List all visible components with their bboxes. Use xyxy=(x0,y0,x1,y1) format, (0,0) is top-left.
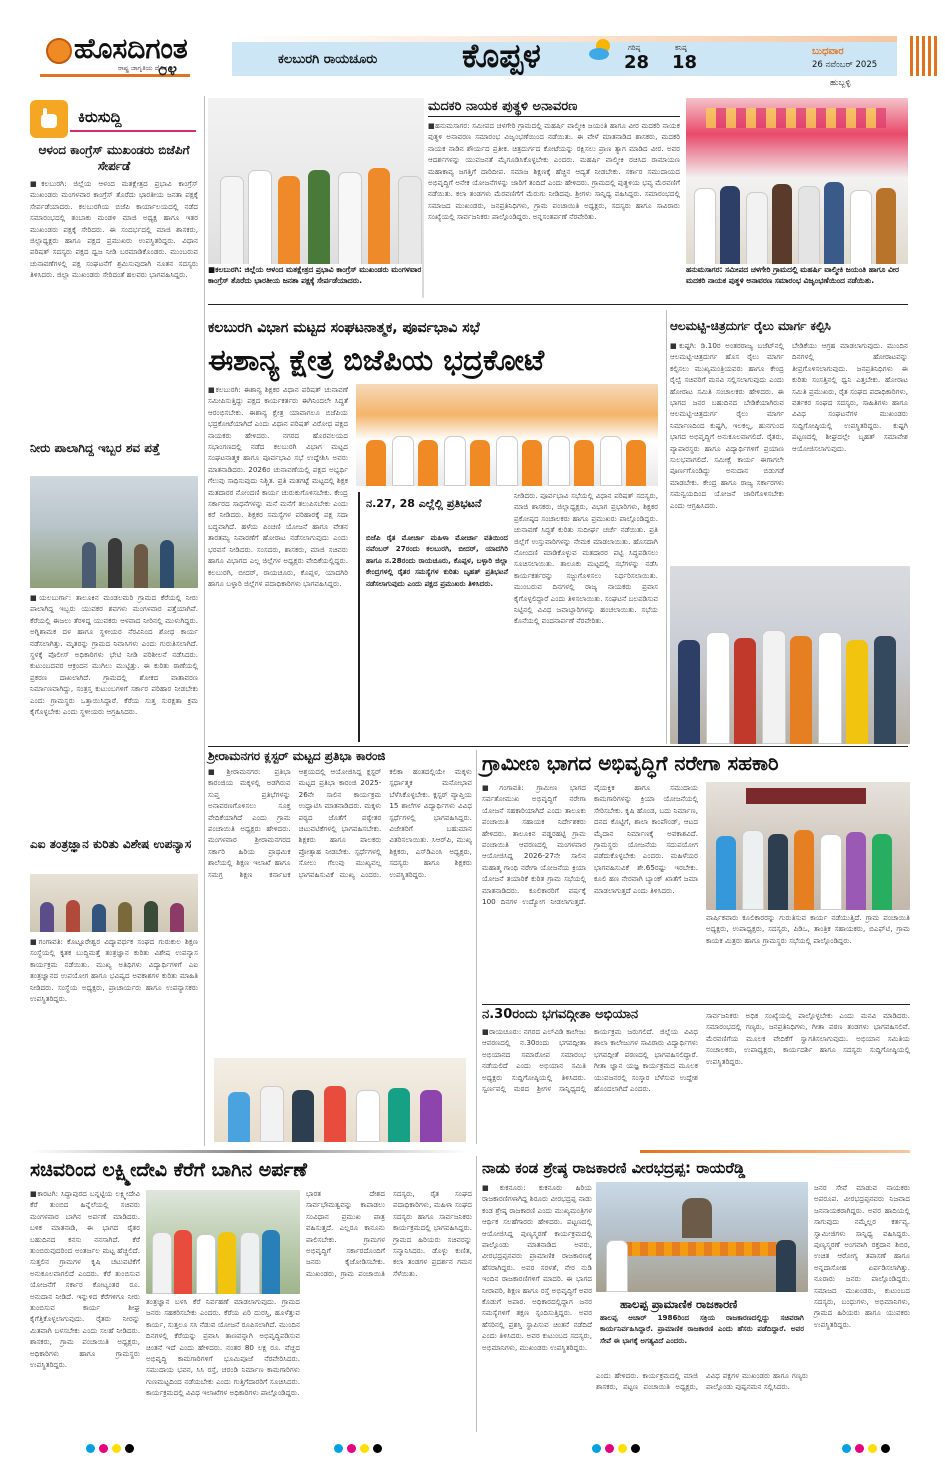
magenta-dot xyxy=(855,1444,864,1453)
bjp-kicker: ಕಲಬುರಗಿ ವಿಭಾಗ ಮಟ್ಟದ ಸಂಘಟನಾತ್ಮಕ, ಪೂರ್ವಭಾವಿ ಸಭೆ xyxy=(208,320,480,336)
black-dot xyxy=(373,1444,382,1453)
weather-sun-icon xyxy=(588,36,614,62)
divider-bottom xyxy=(476,1156,477,1432)
protest-info-box xyxy=(358,492,510,742)
lakshmidevi-body-right: ಭಾರತ ದೇಶದ ಸಾರ್ವಭೌಮತ್ವವನ್ನು ಕಾಪಾಡಲು ಸಂವಿಧಾನ ಪ್ರಮುಖ ಪಾತ್ರ ವಹಿಸುತ್ತದೆ. ಎಲ್ಲರೂ ಕಾನೂನು ಪಾಲಿಸಬೇಕು. ಗ್ರಾಮಗಳ ಅಭಿವೃದ್ಧಿಗೆ ಸರ್ಕಾರದೊಂದಿಗೆ ಜನರು ಕೈಜೋಡಿಸಬೇಕು. ಮುಖಂಡರು, ಗ್ರಾಮ ಪಂಚಾಯಿತಿ ಸದಸ್ಯರು, ರೈತ ಸಂಘದ ಪದಾಧಿಕಾರಿಗಳು, ಮಹಿಳಾ ಸಂಘದ ಸದಸ್ಯರು ಹಾಗೂ ಸಾರ್ವಜನಿಕರು ಕಾರ್ಯಕ್ರಮದಲ್ಲಿ ಭಾಗವಹಿಸಿದ್ದರು. ಗ್ರಾಮದ ಹಿರಿಯರು ಸಚಿವರನ್ನು ಸನ್ಮಾನಿಸಿದರು. ಡೊಳ್ಳು ಕುಣಿತ, ಕಲಾ ತಂಡಗಳ ಪ್ರದರ್ಶನ ಗಮನ ಸೆಳೆಯಿತು. xyxy=(306,1189,472,1278)
city: ಹುಬ್ಬಳ್ಳಿ xyxy=(830,78,851,88)
halappa-box-title: ಹಾಲಪ್ಪ ಪ್ರಾಮಾಣಿಕ ರಾಜಕಾರಣಿ xyxy=(620,1297,738,1311)
pratibha-karanji-photo xyxy=(214,1058,466,1142)
bjp-joining-photo-caption: ■ಕಲಬುರಗಿ: ಜಿಲ್ಲೆಯ ಆಳಂದ ಮತಕ್ಷೇತ್ರದ ಪ್ರಭಾವಿ ಕಾಂಗ್ರೆಸ್ ಮುಖಂಡರು ಮಂಗಳವಾರ ಕಾಂಗ್ರೆಸ್ ತೊರೆದು ಭಾರತೀಯ ಜನತಾ ಪಕ್ಷಕ್ಕೆ ಸೇರ್ಪಡೆಯಾದರು. xyxy=(208,264,422,298)
kirusuddi-label: ಕಿರುಸುದ್ದಿ xyxy=(78,108,122,126)
divider-gita xyxy=(482,1004,910,1005)
black-dot xyxy=(881,1444,890,1453)
masthead xyxy=(0,0,945,92)
max-temp: 28 xyxy=(624,52,650,73)
bagina-ceremony-photo xyxy=(146,1190,300,1294)
kirusuddi-story3-headline: ಎಐ ತಂತ್ರಜ್ಞಾನ ಕುರಿತು ವಿಶೇಷ ಉಪನ್ಯಾಸ xyxy=(30,837,192,851)
gita-body-right: ಸಾರ್ವಜನಿಕರು ಅಧಿಕ ಸಂಖ್ಯೆಯಲ್ಲಿ ಪಾಲ್ಗೊಳ್ಳಬೇಕು ಎಂದು ಮನವಿ ಮಾಡಿದರು. ಸಮಾರಂಭದಲ್ಲಿ ಗಣ್ಯರು, ಜನಪ್ರತಿನಿಧಿಗಳು, ಗೀತಾ ಪಠಣ ತಂಡಗಳು ಭಾಗವಹಿಸಲಿವೆ. ಮೆರವಣಿಗೆಯ ಮೂಲಕ ವೇದಿಕೆಗೆ ಸ್ವಾಗತಿಸಲಾಗುವುದು. ಅಭಿಯಾನ ಸಮಿತಿಯ ಸಂಚಾಲಕರು, ಉಪಾಧ್ಯಕ್ಷರು, ಕಾರ್ಯದರ್ಶಿ ಹಾಗೂ ಸದಸ್ಯರು ಸುದ್ದಿಗೋಷ್ಠಿಯಲ್ಲಿ ಉಪಸ್ಥಿತರಿದ್ದರು. xyxy=(706,1011,910,1066)
srirama-headline: ಶ್ರೀರಾಮನಗರ ಕ್ಲಸ್ಟರ್ ಮಟ್ಟದ ಪ್ರತಿಭಾ ಕಾರಂಜಿ xyxy=(208,749,386,763)
madakari-body: ■ಹನುಮಸಾಗರ: ಸಮೀಪದ ಚಳಗೇರಿ ಗ್ರಾಮದಲ್ಲಿ ಮಹರ್ಷಿ ವಾಲ್ಮೀಕಿ ಜಯಂತಿ ಹಾಗೂ ವೀರ ಮದಕರಿ ನಾಯಕ ಪುತ್ಥಳಿ ಅನಾವರಣ ಸಮಾರಂಭ ವಿಜೃಂಭಣೆಯಿಂದ ನಡೆಯಿತು. ಈ ವೇಳೆ ಮಾತನಾಡಿದ ಶಾಸಕರು, ಮದಕರಿ ನಾಯಕ ನಾಡಿನ ಶೌರ್ಯದ ಪ್ರತೀಕ. ಚಿತ್ರದುರ್ಗದ ಕೋಟೆಯನ್ನು ರಕ್ಷಿಸಲು ಪ್ರಾಣ ತ್ಯಾಗ ಮಾಡಿದ ವೀರ. ಅವರ ಆದರ್ಶಗಳನ್ನು ಯುವಜನತೆ ಮೈಗೂಡಿಸಿಕೊಳ್ಳಬೇಕು ಎಂದರು. ಮಹರ್ಷಿ ವಾಲ್ಮೀಕಿ ರಚಿಸಿದ ರಾಮಾಯಣ ಮಹಾಕಾವ್ಯ ಜಗತ್ತಿಗೆ ದಾರಿದೀಪ. ಸಮಾಜ ಶಿಕ್ಷಣಕ್ಕೆ ಹೆಚ್ಚಿನ ಆದ್ಯತೆ ನೀಡಬೇಕು. ಸರ್ಕಾರ ಸಮುದಾಯದ ಅಭಿವೃದ್ಧಿಗೆ ಅನೇಕ ಯೋಜನೆಗಳನ್ನು ಜಾರಿಗೆ ತಂದಿದೆ ಎಂದು ಹೇಳಿದರು. ಗ್ರಾಮದಲ್ಲಿ ಪುತ್ಥಳಿಯ ಭವ್ಯ ಮೆರವಣಿಗೆ ನಡೆಯಿತು. ಕಲಾ ತಂಡಗಳು ಮೆರವಣಿಗೆಗೆ ಮೆರುಗು ನೀಡಿದವು. ಶ್ರೀಗಳು ಸಾನ್ನಿಧ್ಯ ವಹಿಸಿದ್ದರು. ಸಮಾರಂಭದಲ್ಲಿ ಸಮಾಜದ ಮುಖಂಡರು, ಜನಪ್ರತಿನಿಧಿಗಳು, ಗ್ರಾಮ ಪಂಚಾಯಿತಿ ಅಧ್ಯಕ್ಷರು, ಸದಸ್ಯರು ಹಾಗೂ ಸಾವಿರಾರು ಸಂಖ್ಯೆಯಲ್ಲಿ ಸಾರ್ವಜನಿಕರು ಪಾಲ್ಗೊಂಡಿದ್ದರು. ಅನ್ನಸಂತರ್ಪಣೆ ನೆರವೇರಿತು. xyxy=(428,121,680,222)
day: ಬುಧವಾರ xyxy=(812,46,844,57)
cyan-dot xyxy=(334,1444,343,1453)
masthead-right-strip xyxy=(910,36,940,76)
cyan-dot xyxy=(592,1444,601,1453)
registration-dots-left xyxy=(86,1438,138,1457)
yellow-dot xyxy=(112,1444,121,1453)
kirusuddi-badge xyxy=(30,100,68,138)
bottom-section-bar-left xyxy=(30,1150,468,1153)
magenta-dot xyxy=(605,1444,614,1453)
cyan-dot xyxy=(842,1444,851,1453)
logo-emblem-icon xyxy=(46,38,72,64)
halappa-box xyxy=(596,1296,808,1368)
bjp-body-right: ನೀಡಿದರು. ಪೂರ್ವಭಾವಿ ಸಭೆಯಲ್ಲಿ ವಿಧಾನ ಪರಿಷತ್ ಸದಸ್ಯರು, ಮಾಜಿ ಶಾಸಕರು, ಜಿಲ್ಲಾಧ್ಯಕ್ಷರು, ವಿಭಾಗ ಪ್ರಭಾರಿಗಳು, ಶಿಕ್ಷಕರ ಪ್ರಕೋಷ್ಠದ ಸಂಚಾಲಕರು ಹಾಗೂ ಪ್ರಮುಖರು ಪಾಲ್ಗೊಂಡಿದ್ದರು. ಚುನಾವಣೆ ಸಿದ್ಧತೆ ಕುರಿತು ಸುದೀರ್ಘ ಚರ್ಚೆ ನಡೆಯಿತು. ಪ್ರತಿ ಜಿಲ್ಲೆಗೆ ಉಸ್ತುವಾರಿಗಳನ್ನು ನೇಮಕ ಮಾಡಲಾಯಿತು. ಹೊಸದಾಗಿ ನೋಂದಣಿ ಮಾಡಿಕೊಳ್ಳುವ ಮತದಾರರ ಪಟ್ಟಿ ಸಿದ್ಧಪಡಿಸಲು ಸೂಚಿಸಲಾಯಿತು. ತಾಲೂಕು ಮಟ್ಟದಲ್ಲಿ ಸಭೆಗಳನ್ನು ನಡೆಸಿ ಕಾರ್ಯಕರ್ತರನ್ನು ಸಜ್ಜುಗೊಳಿಸಲು ನಿರ್ಧರಿಸಲಾಯಿತು. ಮುಂಬರುವ ದಿನಗಳಲ್ಲಿ ರಾಜ್ಯ ನಾಯಕರು ಪ್ರವಾಸ ಕೈಗೊಳ್ಳಲಿದ್ದಾರೆ ಎಂದು ತಿಳಿಸಲಾಯಿತು. ಸಂಘಟನೆ ಬಲಪಡಿಸುವ ನಿಟ್ಟಿನಲ್ಲಿ ವಿವಿಧ ಜವಾಬ್ದಾರಿಗಳನ್ನು ಹಂಚಲಾಯಿತು. ಸಭೆಯ ಕೊನೆಯಲ್ಲಿ ವಂದನಾರ್ಪಣೆ ನೆರವೇರಿತು. xyxy=(514,491,658,626)
drowning-site-photo xyxy=(30,476,198,588)
registration-dots-mid xyxy=(334,1438,386,1457)
lakshmidevi-body-mid: ತಂತ್ರಜ್ಞಾನ ಬಳಸಿ ಕೆರೆ ನಿರ್ವಹಣೆ ಮಾಡಲಾಗುವುದು. ಗ್ರಾಮದ ಜನರು ಸಹಕರಿಸಬೇಕು ಎಂದರು. ಕೆರೆಯ ಏರಿ ದುರಸ್ತಿ, ಹೂಳೆತ್ತುವ ಕಾರ್ಯ, ಸುತ್ತಲೂ ಸಸಿ ನೆಡುವ ಯೋಜನೆ ರೂಪಿಸಲಾಗಿದೆ. ಮುಂದಿನ ದಿನಗಳಲ್ಲಿ ಕೆರೆಯನ್ನು ಪ್ರವಾಸಿ ತಾಣವನ್ನಾಗಿ ಅಭಿವೃದ್ಧಿಪಡಿಸುವ ಚಿಂತನೆ ಇದೆ ಎಂದು ಹೇಳಿದರು. ನಂತರ 80 ಲಕ್ಷ ರೂ. ವೆಚ್ಚದ ಅಭಿವೃದ್ಧಿ ಕಾಮಗಾರಿಗಳಿಗೆ ಭೂಮಿಪೂಜೆ ನೆರವೇರಿಸಿದರು. ಸಮುದಾಯ ಭವನ, ಸಿಸಿ ರಸ್ತೆ, ಚರಂಡಿ ನಿರ್ಮಾಣ ಕಾಮಗಾರಿಗಳು ಗುಣಮಟ್ಟದಿಂದ ನಡೆಯಬೇಕು ಎಂದು ಗುತ್ತಿಗೆದಾರರಿಗೆ ಸೂಚಿಸಿದರು. ಕಾರ್ಯಕ್ರಮದಲ್ಲಿ ವಿವಿಧ ಇಲಾಖೆಗಳ ಅಧಿಕಾರಿಗಳು ಪಾಲ್ಗೊಂಡಿದ್ದರು. xyxy=(146,1297,300,1398)
narega-headline: ಗ್ರಾಮೀಣ ಭಾಗದ ಅಭಿವೃದ್ಧಿಗೆ ನರೇಗಾ ಸಹಕಾರಿ xyxy=(482,751,779,775)
narega-body-right: ವಾರ್ಷಿಕವಾರು ಕೂಲಿಕಾರರನ್ನು ಗುರುತಿಸುವ ಕಾರ್ಯ ನಡೆಯುತ್ತಿದೆ. ಗ್ರಾಮ ಪಂಚಾಯಿತಿ ಅಧ್ಯಕ್ಷರು, ಉಪಾಧ್ಯಕ್ಷರು, ಸದಸ್ಯರು, ಪಿಡಿಒ, ತಾಂತ್ರಿಕ ಸಹಾಯಕರು, ಬಿಎಫ್‌ಟಿ, ಗ್ರಾಮ ಕಾಯಕ ಮಿತ್ರರು ಹಾಗೂ ಗ್ರಾಮಸ್ಥರು ಸಭೆಯಲ್ಲಿ ಪಾಲ್ಗೊಂಡಿದ್ದರು. xyxy=(706,913,910,945)
kirusuddi-story3-body: ■ಗಂಗಾವತಿ: ಕೊಟ್ಟೂರೇಶ್ವರ ವಿದ್ಯಾವರ್ಧಕ ಸಂಘದ ಗುರುಕುಲ ಶಿಕ್ಷಣ ಸಂಸ್ಥೆಯಲ್ಲಿ ಕೃತಕ ಬುದ್ಧಿಮತ್ತೆ ತಂತ್ರಜ್ಞಾನ ಕುರಿತು ವಿಶೇಷ ಉಪನ್ಯಾಸ ಕಾರ್ಯಕ್ರಮ ನಡೆಯಿತು. ಮುಖ್ಯ ಅತಿಥಿಗಳು ವಿದ್ಯಾರ್ಥಿಗಳಿಗೆ ಎಐ ತಂತ್ರಜ್ಞಾನದ ಉಪಯೋಗ ಹಾಗೂ ಭವಿಷ್ಯದ ಅವಕಾಶಗಳ ಕುರಿತು ಮಾಹಿತಿ ನೀಡಿದರು. ಸಂಸ್ಥೆಯ ಅಧ್ಯಕ್ಷರು, ಪ್ರಾಚಾರ್ಯರು ಹಾಗೂ ಉಪನ್ಯಾಸಕರು ಉಪಸ್ಥಿತರಿದ್ದರು. xyxy=(30,937,198,1004)
masthead-orange-band xyxy=(232,36,897,42)
black-dot xyxy=(125,1444,134,1453)
narega-meeting-photo xyxy=(706,782,910,910)
divider-narega xyxy=(476,750,477,1144)
bjp-body-left: ■ಕಲಬುರಗಿ: ಈಶಾನ್ಯ ಶಿಕ್ಷಕರ ವಿಧಾನ ಪರಿಷತ್ ಚುನಾವಣೆ ಸಮೀಪಿಸುತ್ತಿದ್ದು ಪಕ್ಷದ ಕಾರ್ಯಕರ್ತರು ಈಗಿನಿಂದಲೇ ಸಿದ್ಧತೆ ಆರಂಭಿಸಬೇಕು. ಈಶಾನ್ಯ ಕ್ಷೇತ್ರ ಯಾವಾಗಲೂ ಬಿಜೆಪಿಯ ಭದ್ರಕೋಟೆಯಾಗಿದೆ ಎಂದು ವಿಧಾನ ಪರಿಷತ್ ವಿರೋಧ ಪಕ್ಷದ ನಾಯಕರು ಹೇಳಿದರು. ನಗರದ ಹೊರವಲಯದ ಸಭಾಂಗಣದಲ್ಲಿ ನಡೆದ ಕಲಬುರಗಿ ವಿಭಾಗ ಮಟ್ಟದ ಸಂಘಟನಾತ್ಮಕ ಹಾಗೂ ಪೂರ್ವಭಾವಿ ಸಭೆ ಉದ್ದೇಶಿಸಿ ಅವರು ಮಾತನಾಡಿದರು. 2026ರ ಚುನಾವಣೆಯಲ್ಲಿ ಪಕ್ಷದ ಅಭ್ಯರ್ಥಿ ಗೆಲುವು ಸಾಧಿಸುವುದು ನಿಶ್ಚಿತ. ಪ್ರತಿ ಮತಗಟ್ಟೆ ಮಟ್ಟದಲ್ಲಿ ಶಿಕ್ಷಕ ಮತದಾರರ ನೋಂದಣಿ ಕಾರ್ಯ ಚುರುಕುಗೊಳಿಸಬೇಕು. ಕೇಂದ್ರ ಸರ್ಕಾರದ ಸಾಧನೆಗಳನ್ನು ಮನೆ ಮನೆಗೆ ತಲುಪಿಸಬೇಕು ಎಂದು ಕರೆ ನೀಡಿದರು. ಶಿಕ್ಷಕರ ಸಮಸ್ಯೆಗಳ ಪರಿಹಾರಕ್ಕೆ ಪಕ್ಷ ಸದಾ ಬದ್ಧವಾಗಿದೆ. ಹಳೆಯ ಪಿಂಚಣಿ ಯೋಜನೆ ಹಾಗೂ ವೇತನ ತಾರತಮ್ಯ ನಿವಾರಣೆಗೆ ಹೋರಾಟ ನಡೆಸಲಾಗುವುದು ಎಂದು ಭರವಸೆ ನೀಡಿದರು. ಸಂಸದರು, ಶಾಸಕರು, ಮಾಜಿ ಸಚಿವರು ಹಾಗೂ ವಿಭಾಗದ ಎಲ್ಲ ಜಿಲ್ಲೆಗಳ ಅಧ್ಯಕ್ಷರು ವೇದಿಕೆಯಲ್ಲಿದ್ದರು. ಕಲಬುರಗಿ, ಬೀದರ್, ರಾಯಚೂರು, ಕೊಪ್ಪಳ, ಯಾದಗಿರಿ ಹಾಗೂ ಬಳ್ಳಾರಿ ಜಿಲ್ಲೆಗಳ ಪದಾಧಿಕಾರಿಗಳು ಭಾಗವಹಿಸಿದ್ದರು. xyxy=(208,385,348,588)
max-temp-label: ಗರಿಷ್ಠ xyxy=(628,44,641,52)
date: 26 ನವೆಂಬರ್ 2025 xyxy=(812,60,878,70)
lakshmidevi-headline: ಸಚಿವರಿಂದ ಲಕ್ಷ್ಮೀದೇವಿ ಕೆರೆಗೆ ಬಾಗಿನ ಅರ್ಪಣೆ xyxy=(30,1159,308,1181)
yellow-dot xyxy=(360,1444,369,1453)
page-number: ೦೪ xyxy=(158,60,178,80)
madakari-underline xyxy=(428,116,680,117)
kirusuddi-story1-headline: ಆಳಂದ ಕಾಂಗ್ರೆಸ್ ಮುಖಂಡರು ಬಿಜೆಪಿಗೆ ಸೇರ್ಪಡೆ xyxy=(38,143,190,173)
rule-mid-section xyxy=(208,746,908,747)
gita-headline: ನ.30ರಂದು ಭಗವದ್ಗೀತಾ ಅಭಿಯಾನ xyxy=(482,1007,639,1022)
tagline: ರಾಷ್ಟ್ರ ಜಾಗೃತಿಯ ದೈನಿಕ xyxy=(118,64,167,72)
veerabhadrappa-headline: ನಾಡು ಕಂಡ ಶ್ರೇಷ್ಠ ರಾಜಕಾರಣಿ ವೀರಭದ್ರಪ್ಪ: ರಾಯರೆಡ್ಡಿ xyxy=(482,1159,746,1177)
almatti-body-left: ■ಕುಷ್ಟಗಿ: ಡಿ.10ರ ಅಂತರರಾಜ್ಯ ಬಜೆಟ್‌ನಲ್ಲಿ ಆಲಮಟ್ಟಿ-ಚಿತ್ರದುರ್ಗ ಹೊಸ ರೈಲು ಮಾರ್ಗ ಕಲ್ಪಿಸಲು ಮುಖ್ಯಮಂತ್ರಿಯವರು ಹಾಗೂ ಕೇಂದ್ರ ರೈಲ್ವೆ ಸಚಿವರಿಗೆ ಮನವಿ ಸಲ್ಲಿಸಲಾಗುವುದು ಎಂದು ಹೋರಾಟ ಸಮಿತಿ ಸಂಚಾಲಕರು ಹೇಳಿದರು. ಈ ಭಾಗದ ಜನರ ಬಹುದಿನದ ಬೇಡಿಕೆಯಾಗಿರುವ ಆಲಮಟ್ಟಿ-ಚಿತ್ರದುರ್ಗ ರೈಲು ಮಾರ್ಗ ನಿರ್ಮಾಣದಿಂದ ಕುಷ್ಟಗಿ, ಇಲಕಲ್ಲ, ಹುನಗುಂದ ಭಾಗದ ಅಭಿವೃದ್ಧಿಗೆ ಅನುಕೂಲವಾಗಲಿದೆ. ರೈತರು, ವ್ಯಾಪಾರಸ್ಥರು ಹಾಗೂ ವಿದ್ಯಾರ್ಥಿಗಳಿಗೆ ಪ್ರಯಾಣ ಸುಲಭವಾಗಲಿದೆ. ಸಮೀಕ್ಷೆ ಕಾರ್ಯ ಈಗಾಗಲೇ ಪೂರ್ಣಗೊಂಡಿದ್ದು ಅನುದಾನ ಬಿಡುಗಡೆ ಮಾಡಬೇಕು. ಕೇಂದ್ರ ಹಾಗೂ ರಾಜ್ಯ ಸರ್ಕಾರಗಳು ಸಮನ್ವಯದಿಂದ ಯೋಜನೆ ಜಾರಿಗೊಳಿಸಬೇಕು ಎಂದು ಆಗ್ರಹಿಸಿದರು. xyxy=(670,341,784,510)
lakshmidevi-body-left: ■ಕಾರಟಗಿ: ಸಿದ್ದಾಪುರದ ಬನ್ನಟ್ಟಿಯ ಲಕ್ಷ್ಮೀದೇವಿ ಕೆರೆ ತುಂಬಿದ ಹಿನ್ನೆಲೆಯಲ್ಲಿ ಸಚಿವರು ಮಂಗಳವಾರ ಬಾಗಿನ ಅರ್ಪಣೆ ಮಾಡಿದರು. ಬಳಿಕ ಮಾತನಾಡಿ, ಈ ಭಾಗದ ರೈತರ ಬಹುದಿನದ ಕನಸು ನನಸಾಗಿದೆ. ಕೆರೆ ತುಂಬಿರುವುದರಿಂದ ಅಂತರ್ಜಲ ಮಟ್ಟ ಹೆಚ್ಚಲಿದೆ. ಸುತ್ತಲಿನ ಗ್ರಾಮಗಳ ಕೃಷಿ ಚಟುವಟಿಕೆಗೆ ಅನುಕೂಲವಾಗಲಿದೆ ಎಂದರು. ಕೆರೆ ತುಂಬಿಸುವ ಯೋಜನೆಗೆ ಸರ್ಕಾರ ಕೋಟ್ಯಂತರ ರೂ. ಅನುದಾನ ನೀಡಿದೆ. ಇನ್ನುಳಿದ ಕೆರೆಗಳಿಗೂ ನೀರು ತುಂಬಿಸುವ ಕಾರ್ಯ ಶೀಘ್ರ ಕೈಗೆತ್ತಿಕೊಳ್ಳಲಾಗುವುದು. ರೈತರು ನೀರನ್ನು ಮಿತವಾಗಿ ಬಳಸಬೇಕು ಎಂದು ಸಲಹೆ ನೀಡಿದರು. ಶಾಸಕರು, ಗ್ರಾಮ ಪಂಚಾಯಿತಿ ಅಧ್ಯಕ್ಷರು, ಅಧಿಕಾರಿಗಳು ಹಾಗೂ ಗ್ರಾಮಸ್ಥರು ಉಪಸ್ಥಿತರಿದ್ದರು. xyxy=(30,1189,140,1370)
ai-lecture-photo xyxy=(30,874,198,932)
bjp-headline: ಈಶಾನ್ಯ ಕ್ಷೇತ್ರ ಬಿಜೆಪಿಯ ಭದ್ರಕೋಟೆ xyxy=(208,343,545,377)
divider-sidebar xyxy=(204,96,205,1146)
almatti-body-right: ಬೇಡಿಕೆಯು ಆಗ್ರಹ ಮಾಡಲಾಗುವುದು. ಮುಂದಿನ ದಿನಗಳಲ್ಲಿ ಹೋರಾಟವನ್ನು ತೀವ್ರಗೊಳಿಸಲಾಗುವುದು. ಜನಪ್ರತಿನಿಧಿಗಳು ಈ ಕುರಿತು ಸಂಸತ್ತಿನಲ್ಲಿ ಧ್ವನಿ ಎತ್ತಬೇಕು. ಹೋರಾಟ ಸಮಿತಿ ಪ್ರಮುಖರು, ರೈತ ಸಂಘದ ಪದಾಧಿಕಾರಿಗಳು, ವರ್ತಕರ ಸಂಘದ ಸದಸ್ಯರು, ಸಾಹಿತಿಗಳು ಹಾಗೂ ವಿವಿಧ ಸಂಘಟನೆಗಳ ಮುಖಂಡರು ಸುದ್ದಿಗೋಷ್ಠಿಯಲ್ಲಿ ಉಪಸ್ಥಿತರಿದ್ದರು. ಕುಷ್ಟಗಿ ಪಟ್ಟಣದಲ್ಲಿ ಶೀಘ್ರದಲ್ಲೇ ಬೃಹತ್ ಸಮಾವೇಶ ಆಯೋಜಿಸಲಾಗುವುದು. xyxy=(792,341,908,453)
districts: ಕಲಬುರಗಿ ರಾಯಚೂರು xyxy=(278,52,378,67)
magenta-dot xyxy=(347,1444,356,1453)
veerabhadrappa-body-mid: ಎಂದು ಹೇಳಿದರು. ಕಾರ್ಯಕ್ರಮದಲ್ಲಿ ಮಾಜಿ ಶಾಸಕರು, ಪಟ್ಟಣ ಪಂಚಾಯಿತಿ ಅಧ್ಯಕ್ಷರು, ವಿವಿಧ ಪಕ್ಷಗಳ ಮುಖಂಡರು ಹಾಗೂ ಗಣ್ಯರು ಪಾಲ್ಗೊಂಡು ಪುಷ್ಪನಮನ ಸಲ್ಲಿಸಿದರು. xyxy=(596,1371,808,1392)
divider-almatti xyxy=(666,310,667,744)
kirusuddi-story1-body: ■ಕಲಬುರಗಿ: ಜಿಲ್ಲೆಯ ಆಳಂದ ಮತಕ್ಷೇತ್ರದ ಪ್ರಭಾವಿ ಕಾಂಗ್ರೆಸ್ ಮುಖಂಡರು ಮಂಗಳವಾರ ಕಾಂಗ್ರೆಸ್ ತೊರೆದು ಭಾರತೀಯ ಜನತಾ ಪಕ್ಷಕ್ಕೆ ಸೇರ್ಪಡೆಯಾದರು. ಕಲಬುರಗಿಯ ಬಿಜೆಪಿ ಕಾರ್ಯಾಲಯದಲ್ಲಿ ನಡೆದ ಸಮಾರಂಭದಲ್ಲಿ ತಂಬಾಕು ಮಂಡಳಿ ಮಾಜಿ ಅಧ್ಯಕ್ಷ ಹಾಗೂ ಇತರ ಮುಖಂಡರು ಪಕ್ಷಕ್ಕೆ ಸೇರಿದರು. ಈ ಸಂದರ್ಭದಲ್ಲಿ ಮಾಜಿ ಶಾಸಕರು, ಜಿಲ್ಲಾಧ್ಯಕ್ಷರು ಹಾಗೂ ಪಕ್ಷದ ಪ್ರಮುಖರು ಉಪಸ್ಥಿತರಿದ್ದರು. ವಿಧಾನ ಪರಿಷತ್ ಸದಸ್ಯರು ಪಕ್ಷದ ಧ್ವಜ ನೀಡಿ ಬರಮಾಡಿಕೊಂಡರು. ಮುಂಬರುವ ಚುನಾವಣೆಗಳಲ್ಲಿ ಪಕ್ಷ ಸಂಘಟನೆಗೆ ಶ್ರಮಿಸುವುದಾಗಿ ನೂತನ ಸದಸ್ಯರು ತಿಳಿಸಿದರು. ಜಿಲ್ಲಾ ಮುಖಂಡರು ಸೇರಿದಂತೆ ಹಲವರು ಭಾಗವಹಿಸಿದ್ದರು. xyxy=(30,179,198,280)
almatti-headline: ಆಲಮಟ್ಟಿ-ಚಿತ್ರದುರ್ಗ ರೈಲು ಮಾರ್ಗ ಕಲ್ಪಿಸಿ xyxy=(670,319,831,333)
hand-icon xyxy=(30,100,68,138)
narega-body: ■ಗಂಗಾವತಿ: ಗ್ರಾಮೀಣ ಭಾಗದ ಸರ್ವತೋಮುಖ ಅಭಿವೃದ್ಧಿಗೆ ನರೇಗಾ ಯೋಜನೆ ಸಹಕಾರಿಯಾಗಿದೆ ಎಂದು ತಾಲೂಕು ಪಂಚಾಯಿತಿ ಸಹಾಯಕ ನಿರ್ದೇಶಕರು ಹೇಳಿದರು. ತಾಲೂಕಿನ ವಡ್ಡರಹಟ್ಟಿ ಗ್ರಾಮ ಪಂಚಾಯಿತಿ ಆವರಣದಲ್ಲಿ ಮಂಗಳವಾರ ಆಯೋಜಿಸಿದ್ದ 2026-27ನೇ ಸಾಲಿನ ಮಹಾತ್ಮ ಗಾಂಧಿ ನರೇಗಾ ಯೋಜನೆಯ ಕ್ರಿಯಾ ಯೋಜನೆ ತಯಾರಿಕೆ ಕುರಿತ ಗ್ರಾಮ ಸಭೆಯಲ್ಲಿ ಮಾತನಾಡಿದರು. ಕೂಲಿಕಾರರಿಗೆ ವರ್ಷಕ್ಕೆ 100 ದಿನಗಳ ಉದ್ಯೋಗ ನೀಡಲಾಗುತ್ತದೆ. ವೈಯಕ್ತಿಕ ಹಾಗೂ ಸಮುದಾಯ ಕಾಮಗಾರಿಗಳನ್ನು ಕ್ರಿಯಾ ಯೋಜನೆಯಲ್ಲಿ ಸೇರಿಸಬೇಕು. ಕೃಷಿ ಹೊಂಡ, ಬದು ನಿರ್ಮಾಣ, ದನದ ಕೊಟ್ಟಿಗೆ, ಶಾಲಾ ಕಾಂಪೌಂಡ್, ಆಟದ ಮೈದಾನ ನಿರ್ಮಾಣಕ್ಕೆ ಅವಕಾಶವಿದೆ. ಗ್ರಾಮಸ್ಥರು ಯೋಜನೆಯ ಸದುಪಯೋಗ ಪಡೆದುಕೊಳ್ಳಬೇಕು ಎಂದರು. ಮಹಿಳೆಯರ ಭಾಗವಹಿಸುವಿಕೆ ಶೇ.65ರಷ್ಟು ಇರಬೇಕು. ಕೂಲಿ ಹಣ ನೇರವಾಗಿ ಬ್ಯಾಂಕ್ ಖಾತೆಗೆ ಜಮಾ ಮಾಡಲಾಗುತ್ತದೆ ಎಂದು ತಿಳಿಸಿದರು. xyxy=(482,783,698,907)
yellow-dot xyxy=(868,1444,877,1453)
bjp-meeting-photo xyxy=(356,384,658,486)
registration-dots-right xyxy=(842,1438,894,1457)
madakari-photo-caption: ಹನುಮಸಾಗರ: ಸಮೀಪದ ಚಳಗೇರಿ ಗ್ರಾಮದಲ್ಲಿ ಮಹರ್ಷಿ ವಾಲ್ಮೀಕಿ ಜಯಂತಿ ಹಾಗೂ ವೀರ ಮದಕರಿ ನಾಯಕ ಪುತ್ಥಳಿ ಅನಾವರಣ ಸಮಾರಂಭ ವಿಜೃಂಭಣೆಯಿಂದ ನಡೆಯಿತು. xyxy=(686,264,908,298)
min-temp: 18 xyxy=(672,52,698,73)
kirusuddi-underline xyxy=(70,130,196,132)
halappa-box-body: ಹಾಲಪ್ಪ ಆಚಾರ್ 1986ರಿಂದ ಸಕ್ರಿಯ ರಾಜಕಾರಣದಲ್ಲಿದ್ದು ಸಚಿವರಾಗಿ ಕಾರ್ಯನಿರ್ವಹಿಸಿದ್ದಾರೆ. ಪ್ರಾಮಾಣಿಕ ರಾಜಕಾರಣಿ ಎಂದು ಹೆಸರು ಪಡೆದಿದ್ದಾರೆ. ಅವರ ಸೇವೆ ಈ ಭಾಗಕ್ಕೆ ಅಗತ್ಯವಿದೆ ಎಂದರು. xyxy=(600,1313,804,1345)
protest-box-body: ಬಿಜೆಪಿ ರೈತ ಮೋರ್ಚಾ ಮಹಿಳಾ ಮೋರ್ಚಾ ವತಿಯಿಂದ ನವೆಂಬರ್ 27ರಂದು ಕಲಬುರಗಿ, ಬೀದರ್, ಯಾದಗಿರಿ ಹಾಗೂ ನ.28ರಂದು ರಾಯಚೂರು, ಕೊಪ್ಪಳ, ಬಳ್ಳಾರಿ ಜಿಲ್ಲಾ ಕೇಂದ್ರಗಳಲ್ಲಿ ರೈತರ ಸಮಸ್ಯೆಗಳ ಕುರಿತು ಬೃಹತ್ ಪ್ರತಿಭಟನೆ ನಡೆಸಲಾಗುವುದು ಎಂದು ಪಕ್ಷದ ಪ್ರಮುಖರು ತಿಳಿಸಿದರು. xyxy=(366,533,508,588)
srirama-body: ■ಶ್ರೀರಾಮನಗರ: ಪ್ರತಿಭಾ ಕಾರಂಜಿಯ ಮಕ್ಕಳಲ್ಲಿ ಅಡಗಿರುವ ಸುಪ್ತ ಪ್ರತಿಭೆಗಳನ್ನು ಅನಾವರಣಗೊಳಿಸಲು ಸೂಕ್ತ ವೇದಿಕೆಯಾಗಿದೆ ಎಂದು ಗ್ರಾಮ ಪಂಚಾಯಿತಿ ಅಧ್ಯಕ್ಷರು ಹೇಳಿದರು. ಮಂಗಳವಾರ ಶ್ರೀರಾಮನಗರದ ಸರ್ಕಾರಿ ಹಿರಿಯ ಪ್ರಾಥಮಿಕ ಶಾಲೆಯಲ್ಲಿ ಶಿಕ್ಷಣ ಇಲಾಖೆ ಹಾಗೂ ಸಮಗ್ರ ಶಿಕ್ಷಣ ಕರ್ನಾಟಕ ಆಶ್ರಯದಲ್ಲಿ ಆಯೋಜಿಸಿದ್ದ ಕ್ಲಸ್ಟರ್ ಮಟ್ಟದ ಪ್ರತಿಭಾ ಕಾರಂಜಿ 2025-26ನೇ ಸಾಲಿನ ಕಾರ್ಯಕ್ರಮ ಉದ್ಘಾಟಿಸಿ ಮಾತನಾಡಿದರು. ಮಕ್ಕಳು ಪಠ್ಯದ ಜೊತೆಗೆ ಪಠ್ಯೇತರ ಚಟುವಟಿಕೆಗಳಲ್ಲಿ ಭಾಗವಹಿಸಬೇಕು. ಶಿಕ್ಷಕರು ಹಾಗೂ ಪಾಲಕರು ಪ್ರೋತ್ಸಾಹ ನೀಡಬೇಕು. ಸ್ಪರ್ಧೆಗಳಲ್ಲಿ ಸೋಲು ಗೆಲುವು ಮುಖ್ಯವಲ್ಲ ಭಾಗವಹಿಸುವಿಕೆ ಮುಖ್ಯ ಎಂದರು. ಕಲಿಕಾ ಹಂತದಲ್ಲಿಯೇ ಮಕ್ಕಳು ಸ್ಪರ್ಧಾತ್ಮಕ ಮನೋಭಾವ ಬೆಳೆಸಿಕೊಳ್ಳಬೇಕು. ಕ್ಲಸ್ಟರ್ ವ್ಯಾಪ್ತಿಯ 15 ಶಾಲೆಗಳ ವಿದ್ಯಾರ್ಥಿಗಳು ವಿವಿಧ ಸ್ಪರ್ಧೆಗಳಲ್ಲಿ ಭಾಗವಹಿಸಿದ್ದರು. ವಿಜೇತರಿಗೆ ಬಹುಮಾನ ವಿತರಿಸಲಾಯಿತು. ಸಿಆರ್‌ಪಿ, ಮುಖ್ಯ ಶಿಕ್ಷಕರು, ಎಸ್‌ಡಿಎಂಸಿ ಅಧ್ಯಕ್ಷರು, ಸದಸ್ಯರು ಹಾಗೂ ಶಿಕ್ಷಕರು ಉಪಸ್ಥಿತರಿದ್ದರು. xyxy=(208,767,472,879)
yellow-dot xyxy=(618,1444,627,1453)
edition-name: ಕೊಪ್ಪಳ xyxy=(462,36,541,75)
almatti-meeting-photo xyxy=(670,566,910,744)
rule-top-section xyxy=(208,304,908,305)
memorial-photo xyxy=(596,1182,808,1292)
kirusuddi-story2-headline: ನೀರು ಪಾಲಾಗಿದ್ದ ಇಬ್ಬರ ಶವ ಪತ್ತೆ xyxy=(30,441,160,455)
bottom-section-bar-right xyxy=(640,1150,910,1153)
black-dot xyxy=(631,1444,640,1453)
magenta-dot xyxy=(99,1444,108,1453)
veerabhadrappa-body-left: ■ಕುಕನೂರು: ಕುಕನೂರು ಹಿರಿಯ ರಾಜಕಾರಣಿಗಳಾಗಿದ್ದ ಶಿರೂರು ವೀರಭದ್ರಪ್ಪ ನಾಡು ಕಂಡ ಶ್ರೇಷ್ಠ ರಾಜಕಾರಣಿ ಎಂದು ಮುಖ್ಯಮಂತ್ರಿಗಳ ಆರ್ಥಿಕ ಸಲಹೆಗಾರರು ಹೇಳಿದರು. ಪಟ್ಟಣದಲ್ಲಿ ಆಯೋಜಿಸಿದ್ದ ಪುಣ್ಯಸ್ಮರಣೆ ಕಾರ್ಯಕ್ರಮದಲ್ಲಿ ಪಾಲ್ಗೊಂಡು ಮಾತನಾಡಿದ ಅವರು, ವೀರಭದ್ರಪ್ಪನವರು ಪ್ರಾಮಾಣಿಕ ರಾಜಕಾರಣಕ್ಕೆ ಹೆಸರಾಗಿದ್ದರು. ಅವರ ಸರಳತೆ, ನೇರ ನುಡಿ ಇಂದಿನ ರಾಜಕಾರಣಿಗಳಿಗೆ ಮಾದರಿ. ಈ ಭಾಗದ ನೀರಾವರಿ, ಶಿಕ್ಷಣ ಹಾಗೂ ರಸ್ತೆ ಅಭಿವೃದ್ಧಿಗೆ ಅವರ ಕೊಡುಗೆ ಅಪಾರ. ಅಧಿಕಾರದಲ್ಲಿದ್ದಾಗ ಜನರ ಸಮಸ್ಯೆಗಳಿಗೆ ತಕ್ಷಣ ಸ್ಪಂದಿಸುತ್ತಿದ್ದರು. ಅವರ ಹೆಸರಿನಲ್ಲಿ ಪ್ರಶಸ್ತಿ ಸ್ಥಾಪಿಸುವ ಚಿಂತನೆ ನಡೆದಿದೆ ಎಂದು ತಿಳಿಸಿದರು. ಅವರ ಕುಟುಂಬದ ಸದಸ್ಯರು, ಅಭಿಮಾನಿಗಳು, ಮುಖಂಡರು ಉಪಸ್ಥಿತರಿದ್ದರು. xyxy=(482,1183,593,1352)
protest-box-headline: ನ.27, 28 ಎಲ್ಲೆಲ್ಲಿ ಪ್ರತಿಭಟನೆ xyxy=(366,497,482,510)
madakari-headline: ಮದಕರಿ ನಾಯಕ ಪುತ್ಥಳಿ ಅನಾವರಣ xyxy=(428,99,578,114)
gita-body: ■ರಾಯಚೂರು: ನಗರದ ಎಲ್‌ವಿಡಿ ಕಾಲೇಜು ಆವರಣದಲ್ಲಿ ನ.30ರಂದು ಭಗವದ್ಗೀತಾ ಅಭಿಯಾನದ ಸಮಾರೋಪ ಸಮಾರಂಭ ನಡೆಯಲಿದೆ ಎಂದು ಅಭಿಯಾನ ಸಮಿತಿ ಅಧ್ಯಕ್ಷರು ಸುದ್ದಿಗೋಷ್ಠಿಯಲ್ಲಿ ತಿಳಿಸಿದರು. ಸ್ವರ್ಣವಲ್ಲಿ ಮಠದ ಶ್ರೀಗಳ ಸಾನ್ನಿಧ್ಯದಲ್ಲಿ ಕಾರ್ಯಕ್ರಮ ಜರುಗಲಿದೆ. ಜಿಲ್ಲೆಯ ವಿವಿಧ ಶಾಲಾ ಕಾಲೇಜುಗಳ ಸಾವಿರಾರು ವಿದ್ಯಾರ್ಥಿಗಳು ಭಗವದ್ಗೀತೆ ಪಠಣದಲ್ಲಿ ಭಾಗವಹಿಸಲಿದ್ದಾರೆ. ಗೀತಾ ಜ್ಞಾನ ಯಜ್ಞ ಕಾರ್ಯಕ್ರಮದ ಮೂಲಕ ಯುವಜನರಲ್ಲಿ ಸಂಸ್ಕಾರ ಬೆಳೆಸುವ ಉದ್ದೇಶ ಹೊಂದಲಾಗಿದೆ ಎಂದರು. xyxy=(482,1027,698,1094)
kirusuddi-story2-body: ■ಯಲಬುರ್ಗಾ: ತಾಲೂಕಿನ ಮಂಡಲಮರಿ ಗ್ರಾಮದ ಕೆರೆಯಲ್ಲಿ ನೀರು ಪಾಲಾಗಿದ್ದ ಇಬ್ಬರು ಯುವಕರ ಶವಗಳು ಮಂಗಳವಾರ ಪತ್ತೆಯಾಗಿವೆ. ಕೆರೆಯಲ್ಲಿ ಈಜಲು ತೆರಳಿದ್ದ ಯುವಕರು ಆಳವಾದ ನೀರಿನಲ್ಲಿ ಮುಳುಗಿದ್ದರು. ಅಗ್ನಿಶಾಮಕ ದಳ ಹಾಗೂ ಸ್ಥಳೀಯರ ನೆರವಿನಿಂದ ಶೋಧ ಕಾರ್ಯ ನಡೆಸಲಾಗಿತ್ತು. ಮೃತರನ್ನು ಗ್ರಾಮದ ನಿವಾಸಿಗಳು ಎಂದು ಗುರುತಿಸಲಾಗಿದೆ. ಸ್ಥಳಕ್ಕೆ ಪೊಲೀಸ್ ಅಧಿಕಾರಿಗಳು ಭೇಟಿ ನೀಡಿ ಪರಿಶೀಲನೆ ನಡೆಸಿದರು. ಕುಟುಂಬದವರ ಆಕ್ರಂದನ ಮುಗಿಲು ಮುಟ್ಟಿತ್ತು. ಈ ಕುರಿತು ಠಾಣೆಯಲ್ಲಿ ಪ್ರಕರಣ ದಾಖಲಾಗಿದೆ. ಗ್ರಾಮದಲ್ಲಿ ಶೋಕದ ವಾತಾವರಣ ನಿರ್ಮಾಣವಾಗಿದ್ದು, ಸಂತ್ರಸ್ತ ಕುಟುಂಬಗಳಿಗೆ ಸರ್ಕಾರ ಪರಿಹಾರ ನೀಡಬೇಕು ಎಂದು ಗ್ರಾಮಸ್ಥರು ಒತ್ತಾಯಿಸಿದ್ದಾರೆ. ಕೆರೆಯ ಸುತ್ತ ಸುರಕ್ಷತಾ ಕ್ರಮ ಕೈಗೊಳ್ಳಬೇಕು ಎಂದು ಸ್ಥಳೀಯರು ಆಗ್ರಹಿಸಿದರು. xyxy=(30,593,198,717)
paper-name: ಹೊಸದಿಗಂತ xyxy=(74,32,188,65)
cyan-dot xyxy=(86,1444,95,1453)
min-temp-label: ಕನಿಷ್ಠ xyxy=(675,44,687,52)
logo-block xyxy=(26,30,231,88)
registration-dots-center xyxy=(592,1438,644,1457)
kirusuddi-column xyxy=(30,96,198,1004)
veerabhadrappa-body-right: ಜನರ ಸೇವೆ ಮಾಡುವ ನಾಯಕರು ಅಪರೂಪ. ವೀರಭದ್ರಪ್ಪನವರು ನಿಜವಾದ ಜನನಾಯಕರಾಗಿದ್ದರು. ಅವರ ಹಾದಿಯಲ್ಲಿ ಸಾಗುವುದು ನಮ್ಮೆಲ್ಲರ ಕರ್ತವ್ಯ. ಸ್ವಾಮೀಜಿಗಳು ಸಾನ್ನಿಧ್ಯ ವಹಿಸಿದ್ದರು. ಪುಣ್ಯಸ್ಮರಣೆ ಅಂಗವಾಗಿ ರಕ್ತದಾನ ಶಿಬಿರ, ಉಚಿತ ಆರೋಗ್ಯ ತಪಾಸಣೆ ಹಾಗೂ ಅನ್ನದಾಸೋಹ ಏರ್ಪಡಿಸಲಾಗಿತ್ತು. ನೂರಾರು ಜನರು ಪಾಲ್ಗೊಂಡಿದ್ದರು. ಸಮಾಜದ ಮುಖಂಡರು, ಕುಟುಂಬದ ಸದಸ್ಯರು, ಬಂಧುಗಳು, ಅಭಿಮಾನಿಗಳು, ಗ್ರಾಮದ ಹಿರಿಯರು ಹಾಗೂ ಯುವಕರು ಉಪಸ್ಥಿತರಿದ್ದರು. xyxy=(814,1183,910,1329)
